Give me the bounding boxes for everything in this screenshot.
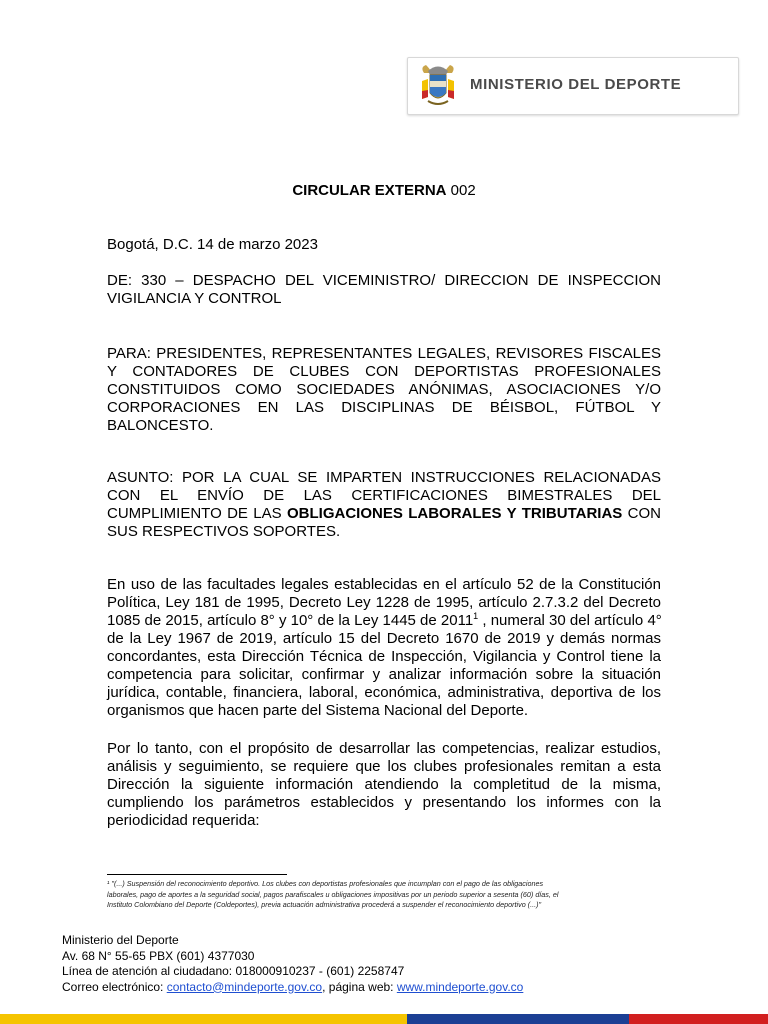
document-date: Bogotá, D.C. 14 de marzo 2023 <box>107 236 318 253</box>
sender-line: DE: 330 – DESPACHO DEL VICEMINISTRO/ DIRECCION DE INSPECCION <box>107 272 661 289</box>
website-link[interactable]: www.mindeporte.gov.co <box>396 979 524 994</box>
body-line: jurídica, contable, financiera, laboral, económica, administrativa, deportiva de los <box>107 684 661 701</box>
body-line: de la Ley 1967 de 2019, artículo 15 del Decreto 1670 de 2019 y demás normas <box>107 630 661 647</box>
subject-line: ASUNTO: POR LA CUAL SE IMPARTEN INSTRUCCIONES RELACIONADAS <box>107 469 661 486</box>
subject-text: CON <box>622 505 661 522</box>
flag-stripe-red <box>629 1014 768 1024</box>
subject-line: SUS RESPECTIVOS SOPORTES. <box>107 523 341 540</box>
body-line: Política, Ley 181 de 1995, Decreto Ley 1228 de 1995, artículo 2.7.3.2 del Decreto <box>107 594 661 611</box>
recipients-line: BALONCESTO. <box>107 417 214 434</box>
document-title <box>0 182 768 199</box>
web-label: , página web: <box>322 979 397 994</box>
footnote-line: laborales, pago de aportes a la seguridad social, pagos parafiscales u obligaciones impositivas por un periodo superior a sesenta (60) días, el <box>107 889 559 899</box>
body-line: Dirección la siguiente información atendiendo la completitud de la misma, <box>107 776 661 793</box>
body-line: cumpliendo los parámetros establecidos y presentando los informes con la <box>107 794 661 811</box>
footer-contact <box>62 980 523 996</box>
email-link[interactable]: contacto@mindeporte.gov.co <box>166 979 323 994</box>
body-text: 1085 de 2015, artículo 8° y 10° de la Ley 1445 de 2011 <box>107 612 474 629</box>
sender-block <box>107 272 661 308</box>
subject-text: CUMPLIMIENTO DE LAS <box>107 505 288 522</box>
footer-address: Av. 68 N° 55-65 PBX (601) 4377030 <box>62 948 255 963</box>
ministry-logo <box>407 57 739 115</box>
recipients-line: CORPORACIONES EN LAS DISCIPLINAS DE BÉISBOL, FÚTBOL Y <box>107 399 661 416</box>
body-text: , numeral 30 del artículo 4° <box>478 612 662 629</box>
subject-line <box>107 505 661 523</box>
colombia-coat-of-arms-icon <box>418 63 458 109</box>
body-line: análisis y seguimiento, se requiere que los clubes profesionales remitan a esta <box>107 758 661 775</box>
flag-stripe-blue <box>407 1014 629 1024</box>
recipients-line: PARA: PRESIDENTES, REPRESENTANTES LEGALES, REVISORES FISCALES <box>107 345 661 362</box>
body-line: concordantes, esta Dirección Técnica de Inspección, Vigilancia y Control tiene la <box>107 648 661 665</box>
footer-phone: Línea de atención al ciudadano: 018000910237 - (601) 2258747 <box>62 964 405 978</box>
footnote-reference[interactable]: 1 <box>473 611 479 621</box>
body-line: Por lo tanto, con el propósito de desarrollar las competencias, realizar estudios, <box>107 740 661 757</box>
page-footer <box>62 933 523 995</box>
flag-stripe-yellow <box>0 1014 407 1024</box>
body-paragraph-legal-basis <box>107 576 661 720</box>
body-line: periodicidad requerida: <box>107 812 260 829</box>
recipients-line: Y CONTADORES DE CLUBES CON DEPORTISTAS PROFESIONALES <box>107 363 661 380</box>
document-number: 002 <box>446 182 476 199</box>
footnote <box>107 879 667 911</box>
footnote-divider <box>107 874 287 875</box>
subject-line: CON EL ENVÍO DE LAS CERTIFICACIONES BIMESTRALES DEL <box>107 487 661 504</box>
email-label: Correo electrónico: <box>62 979 167 994</box>
footnote-line: Instituto Colombiano del Deporte (Coldeportes), previa actuación administrativa procederá a suspender el reconocimiento deportivo (...)" <box>107 900 542 909</box>
footnote-line: ¹ "(...) Suspensión del reconocimiento deportivo. Los clubes con deportistas profesionales que incumplan con el pago de las obligaciones <box>107 879 544 888</box>
body-line: organismos que hacen parte del Sistema Nacional del Deporte. <box>107 702 529 719</box>
document-title-label: CIRCULAR EXTERNA <box>292 182 447 199</box>
body-line <box>107 612 661 630</box>
body-line: En uso de las facultades legales establecidas en el artículo 52 de la Constitución <box>107 576 661 593</box>
body-line: competencia para solicitar, confirmar y analizar información sobre la situación <box>107 666 661 683</box>
sender-line: VIGILANCIA Y CONTROL <box>107 290 282 307</box>
body-paragraph-request <box>107 740 661 830</box>
subject-block <box>107 469 661 541</box>
ministry-name: MINISTERIO DEL DEPORTE <box>470 76 682 93</box>
footer-org: Ministerio del Deporte <box>62 933 179 947</box>
subject-emphasis: OBLIGACIONES LABORALES Y TRIBUTARIAS <box>287 505 623 522</box>
recipients-block <box>107 345 661 435</box>
recipients-line: CONSTITUIDOS COMO SOCIEDADES ANÓNIMAS, ASOCIACIONES Y/O <box>107 381 661 398</box>
